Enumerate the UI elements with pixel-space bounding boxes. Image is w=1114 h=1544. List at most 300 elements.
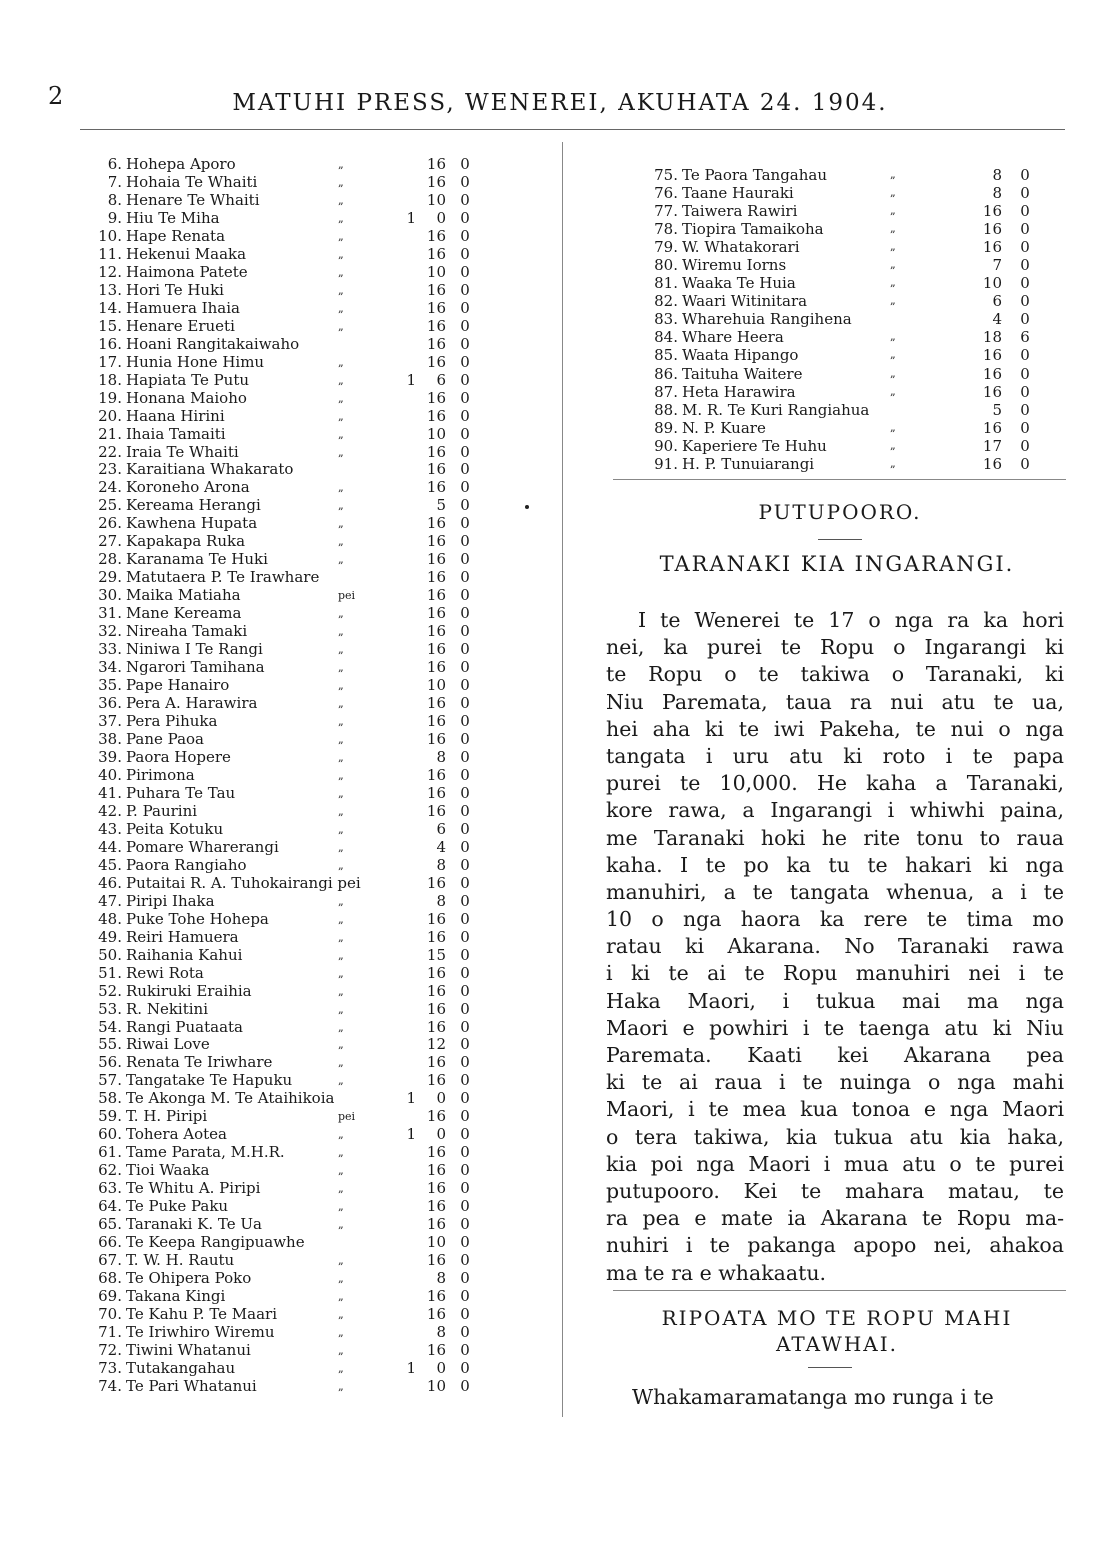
list-item [80,749,500,767]
list-item-marker: „ [338,175,344,189]
list-item-num: 35. [98,676,122,695]
list-item-num: 61. [98,1143,122,1162]
list-item-num: 49. [98,927,122,946]
list-item-marker: „ [338,715,344,729]
list-item-shillings: 0 [436,1089,446,1108]
list-item-shillings: 16 [426,712,446,731]
list-item-pence: 0 [460,963,470,982]
article-body [606,607,1064,1287]
list-item-marker: „ [338,373,344,387]
list-item-pence: 0 [460,478,470,497]
list-item-shillings: 16 [426,334,446,353]
list-item [80,1072,500,1090]
list-item-shillings: 16 [426,1197,446,1216]
list-item-shillings: 10 [426,676,446,695]
list-item-name: Tiopira Tamaikoha [682,220,824,239]
list-item-marker: „ [338,822,344,836]
list-item [636,346,1056,364]
list-item-num: 30. [98,586,122,605]
list-item-num: 9. [107,208,122,227]
list-item-num: 65. [98,1215,122,1234]
list-item-shillings: 10 [426,424,446,443]
list-item-marker: „ [338,804,344,818]
list-item-marker: „ [890,330,896,344]
list-item-name: Hohepa Aporo [126,155,236,173]
list-item-num: 29. [98,568,122,587]
list-item [80,821,500,839]
list-item-marker: „ [338,1254,344,1268]
list-item-name: Hekenui Maaka [126,244,247,263]
list-item-pence: 0 [460,622,470,641]
article-line: ki te ai raua i te nuinga o nga mahi [606,1070,1064,1095]
list-item-pence: 0 [460,1233,470,1252]
list-item [636,419,1056,437]
list-item-num: 38. [98,730,122,748]
list-item-marker: „ [338,1074,344,1088]
list-item-name: Riwai Love [126,1035,210,1054]
list-item-pence: 0 [460,999,470,1018]
list-item-name: Pera Pihuka [126,712,218,731]
list-item [80,1216,500,1234]
list-item-shillings: 16 [982,238,1002,257]
list-item-pence: 0 [460,1287,470,1306]
list-item [80,1162,500,1180]
list-item [80,300,500,318]
list-item [80,444,500,462]
list-item-marker: „ [890,222,896,236]
report-first-line: Whakamaramatanga mo runga i te [632,1385,994,1409]
list-item-shillings: 16 [426,783,446,802]
list-item-pence: 0 [1020,418,1030,437]
list-item-marker: „ [338,265,344,279]
list-item [80,1036,500,1054]
column-divider [562,142,563,1417]
list-item-name: Takana Kingi [126,1287,226,1306]
list-item [80,1090,500,1108]
list-item [636,202,1056,220]
list-item-pence: 0 [460,280,470,299]
list-item [80,515,500,533]
list-item-num: 88. [654,400,678,419]
list-item [80,1234,500,1252]
list-item-name: Te Whitu A. Piripi [126,1179,261,1198]
list-item [80,1019,500,1037]
list-item-shillings: 16 [426,909,446,928]
list-item-shillings: 16 [426,640,446,659]
list-item-shillings: 16 [426,963,446,982]
list-item-num: 18. [98,370,122,389]
list-item-marker: „ [338,499,344,513]
list-item [80,911,500,929]
list-item-marker: „ [338,445,344,459]
list-item-num: 80. [654,256,678,275]
list-item-marker: „ [338,1200,344,1214]
list-item-shillings: 16 [982,346,1002,365]
list-item-pounds: 1 [406,1358,416,1377]
list-item-shillings: 0 [436,1125,446,1144]
list-item-marker: „ [338,930,344,944]
list-item-num: 41. [98,783,122,802]
list-item [80,228,500,246]
list-item [80,713,500,731]
list-item-pence: 0 [1020,238,1030,257]
list-item-pence: 0 [460,208,470,227]
list-item-shillings: 16 [426,226,446,245]
list-item-num: 81. [654,274,678,293]
list-item [80,318,500,336]
list-item [636,256,1056,274]
list-item-shillings: 16 [426,622,446,641]
list-item-name: Te Keepa Rangipuawhe [126,1233,305,1252]
list-item-name: Hapiata Te Putu [126,370,250,389]
list-item-num: 55. [98,1035,122,1054]
list-item-marker: „ [338,840,344,854]
list-item-marker: „ [890,384,896,398]
list-item-pence: 0 [460,1035,470,1054]
list-item [80,354,500,372]
list-item-name: Te Puke Paku [126,1197,229,1216]
list-item [80,605,500,623]
list-item-num: 91. [654,454,678,473]
list-item-shillings: 8 [436,855,446,874]
list-item-shillings: 10 [426,190,446,209]
list-item-pence: 0 [460,334,470,353]
list-item-shillings: 16 [426,244,446,263]
list-item [80,1306,500,1324]
list-item-marker: „ [338,1182,344,1196]
list-item [80,983,500,1001]
ink-speck [525,505,529,509]
list-item-num: 20. [98,406,122,425]
article-line: manuhiri, a te tangata whenua, a i te [606,879,1064,904]
list-item-pence: 0 [460,550,470,569]
list-item-num: 32. [98,622,122,641]
list-item-pence: 6 [1020,328,1030,347]
list-item-name: Pirimona [126,765,195,784]
list-item-pence: 0 [460,1107,470,1126]
list-item-pence: 0 [460,747,470,766]
list-item-marker: „ [338,948,344,962]
list-item-pence: 0 [1020,202,1030,221]
list-item-shillings: 16 [426,442,446,461]
list-item [80,210,500,228]
list-item-pence: 0 [460,676,470,695]
list-item-name: Henare Te Whaiti [126,190,260,209]
list-item-name: Te Iriwhiro Wiremu [126,1322,275,1341]
list-item [636,383,1056,401]
list-item-name: Rewi Rota [126,963,204,982]
list-item-name: P. Paurini [126,801,198,820]
list-item-num: 60. [98,1125,122,1144]
list-item-shillings: 8 [436,891,446,910]
list-item-num: 8. [107,190,122,209]
list-item-pence: 0 [460,819,470,838]
list-item-name: Haana Hirini [126,406,225,425]
list-item-pence: 0 [460,370,470,389]
list-item-marker: „ [338,247,344,261]
list-item-pounds: 1 [406,208,416,227]
list-item-marker: „ [338,553,344,567]
list-item-name: Niniwa I Te Rangi [126,640,263,659]
list-item-pence: 0 [460,424,470,443]
list-item-num: 10. [98,226,122,245]
list-item-marker: „ [890,240,896,254]
list-item-name: W. Whatakorari [682,238,800,257]
list-item [80,1288,500,1306]
list-item-name: Paora Rangiaho [126,855,247,874]
list-item-pence: 0 [460,442,470,461]
list-item [80,264,500,282]
list-item-name: Puke Tohe Hohepa [126,909,269,928]
list-item-shillings: 8 [992,166,1002,184]
list-item [80,533,500,551]
list-item [636,184,1056,202]
list-item-marker: „ [338,319,344,333]
list-item [80,965,500,983]
list-item-pence: 0 [460,1305,470,1323]
list-item-marker: „ [890,258,896,272]
list-item-name: Hiu Te Miha [126,208,220,227]
list-item-shillings: 16 [426,1161,446,1180]
article-line: i ki te ai te Ropu manuhiri nei i te [606,961,1064,986]
list-item-shillings: 16 [982,382,1002,401]
list-item-marker: „ [890,366,896,380]
list-item-marker: „ [338,481,344,495]
list-item-shillings: 16 [982,202,1002,221]
report-rule [613,1290,1066,1291]
list-item-name: Piripi Ihaka [126,891,215,910]
list-item-shillings: 7 [992,256,1002,275]
list-item-name: Waata Hipango [682,346,799,365]
list-item-marker: „ [338,1038,344,1052]
list-item-num: 39. [98,747,122,766]
list-item-pence: 0 [460,1269,470,1288]
list-item-name: Pera A. Harawira [126,694,258,713]
list-item-marker: „ [338,625,344,639]
section-divider [818,539,862,540]
list-item-num: 45. [98,855,122,874]
list-item-name: Waaka Te Huia [682,274,796,293]
list-item-marker: „ [338,750,344,764]
list-item [636,166,1056,184]
list-item [80,587,500,605]
list-item-pence: 0 [460,388,470,407]
list-item-num: 37. [98,712,122,731]
article-line: nei, ka purei te Ropu o Ingarangi ki [606,635,1064,660]
list-item-marker: „ [338,912,344,926]
list-item-num: 24. [98,478,122,497]
list-item-shillings: 16 [426,460,446,479]
list-item-num: 58. [98,1089,122,1108]
list-item-pence: 0 [460,460,470,479]
list-item [636,437,1056,455]
article-line: tangata i uru atu ki roto i te papa [606,743,1064,768]
list-item-name: Kapakapa Ruka [126,532,246,551]
list-item-num: 53. [98,999,122,1018]
list-item-shillings: 16 [426,1305,446,1323]
list-item-marker: „ [338,1290,344,1304]
list-item-shillings: 16 [426,765,446,784]
list-item-shillings: 16 [426,658,446,677]
list-item-name: Pomare Wharerangi [126,837,279,856]
list-item-shillings: 16 [426,388,446,407]
list-item-shillings: 6 [436,819,446,838]
list-item-pence: 0 [460,568,470,587]
article-line: o tera takiwa, kia tukua atu kia haka, [606,1124,1064,1149]
article-headline: TARANAKI KIA INGARANGI. [659,552,1015,576]
list-item [80,857,500,875]
list-item-marker: „ [338,158,344,171]
list-item-shillings: 16 [426,1340,446,1359]
list-item-num: 43. [98,819,122,838]
list-item-marker: „ [338,768,344,782]
list-item-name: Iraia Te Whaiti [126,442,239,461]
list-item-name: Ihaia Tamaiti [126,424,226,443]
list-item-name: Puhara Te Tau [126,783,236,802]
list-item-pence: 0 [1020,310,1030,329]
article-line: Haka Maori, i tukua mai ma nga [606,988,1064,1013]
article-line: kia poi nga Maori i mua atu o te purei [606,1151,1064,1176]
report-headline [608,1305,1066,1357]
list-item-pence: 0 [460,1017,470,1036]
list-item-marker: „ [338,697,344,711]
list-item [80,695,500,713]
list-item-name: Tutakangahau [126,1358,236,1377]
list-item-num: 11. [98,244,122,263]
article-line: Maori, i te mea kua tonoa e nga Maori [606,1097,1064,1122]
list-item-num: 44. [98,837,122,856]
list-item-num: 13. [98,280,122,299]
list-item-num: 48. [98,909,122,928]
list-item-pence: 0 [460,1197,470,1216]
list-item-shillings: 16 [426,927,446,946]
list-item-marker: „ [338,1146,344,1160]
list-item [80,1378,500,1396]
list-item-shillings: 4 [992,310,1002,329]
list-item-marker: „ [338,984,344,998]
list-item-num: 17. [98,352,122,371]
list-item-pence: 0 [1020,346,1030,365]
list-item [636,401,1056,419]
article-line: Paremata. Kaati kei Akarana pea [606,1043,1064,1067]
list-item-pence: 0 [460,712,470,731]
list-item-pence: 0 [460,1340,470,1359]
list-item-name: M. R. Te Kuri Rangiahua [682,400,870,419]
list-item-name: Taiwera Rawiri [682,202,798,221]
list-item-marker: „ [338,1325,344,1339]
list-item [80,803,500,821]
list-item [80,1252,500,1270]
list-item-marker: „ [338,1128,344,1142]
list-item-name: Heta Harawira [682,382,796,401]
list-item-num: 25. [98,496,122,515]
list-item-marker: „ [338,535,344,549]
list-item [80,677,500,695]
list-item [636,455,1056,473]
list-item-pence: 0 [460,226,470,245]
list-item-marker: „ [338,1379,344,1393]
list-item-name: Kereama Herangi [126,496,261,515]
list-item-pence: 0 [460,1376,470,1395]
list-item-shillings: 8 [436,747,446,766]
list-item-marker: „ [338,1002,344,1016]
list-item-name: Pape Hanairo [126,676,230,695]
list-item [636,238,1056,256]
list-item-name: Hori Te Huki [126,280,224,299]
list-item-name: Tioi Waaka [126,1161,210,1180]
list-item-pence: 0 [460,514,470,533]
list-item-shillings: 16 [426,550,446,569]
list-item-name: T. H. Piripi [126,1107,208,1126]
list-item-shillings: 8 [436,1322,446,1341]
list-item-name: Hoani Rangitakaiwaho [126,334,300,353]
list-item-num: 63. [98,1179,122,1198]
list-item-num: 64. [98,1197,122,1216]
list-item [80,1126,500,1144]
list-item [80,623,500,641]
list-item-pence: 0 [460,1125,470,1144]
list-item [636,328,1056,346]
list-item-pence: 0 [460,604,470,623]
list-item-marker: „ [338,733,344,746]
list-item-shillings: 16 [426,352,446,371]
list-item-pence: 0 [460,891,470,910]
report-headline-line2: ATAWHAI. [776,1332,898,1356]
list-item [80,192,500,210]
list-item-marker: „ [890,438,896,452]
list-item-name: Pane Paoa [126,730,205,748]
list-item-shillings: 0 [436,1358,446,1377]
list-item-pounds: 1 [406,1125,416,1144]
list-item-marker: „ [890,294,896,308]
list-item-num: 52. [98,981,122,1000]
list-item [80,156,500,174]
list-item-marker: „ [338,1272,344,1286]
list-item-shillings: 16 [982,220,1002,239]
list-item-name: N. P. Kuare [682,418,766,437]
list-item-shillings: 16 [426,604,446,623]
article-line: Niu Paremata, taua ra nui atu te ua, [606,689,1064,714]
right-column-rule [613,479,1066,480]
section-title: PUTUPOORO. [758,500,922,524]
list-item-num: 85. [654,346,678,365]
list-item-shillings: 10 [982,274,1002,293]
list-item-num: 74. [98,1376,122,1395]
list-item-num: 7. [107,172,122,191]
list-item-num: 73. [98,1358,122,1377]
list-item [80,336,500,354]
list-item-shillings: 16 [982,418,1002,437]
list-item-marker: „ [338,1343,344,1357]
list-item-pence: 0 [460,694,470,713]
list-item-pence: 0 [460,640,470,659]
list-item-shillings: 16 [982,364,1002,383]
list-item-num: 57. [98,1071,122,1090]
list-item-shillings: 16 [426,999,446,1018]
list-item-shillings: 10 [426,1376,446,1395]
list-item-pounds: 1 [406,1089,416,1108]
list-item-name: Te Kahu P. Te Maari [126,1305,278,1323]
list-item-num: 21. [98,424,122,443]
list-item-shillings: 16 [426,730,446,748]
subscriber-list-right [636,166,1056,473]
list-item-num: 40. [98,765,122,784]
list-item-num: 14. [98,298,122,317]
list-item [80,947,500,965]
list-item-shillings: 16 [426,1107,446,1126]
article-line: nuhiri i te pakanga apopo nei, ahakoa [606,1233,1064,1258]
list-item-num: 62. [98,1161,122,1180]
